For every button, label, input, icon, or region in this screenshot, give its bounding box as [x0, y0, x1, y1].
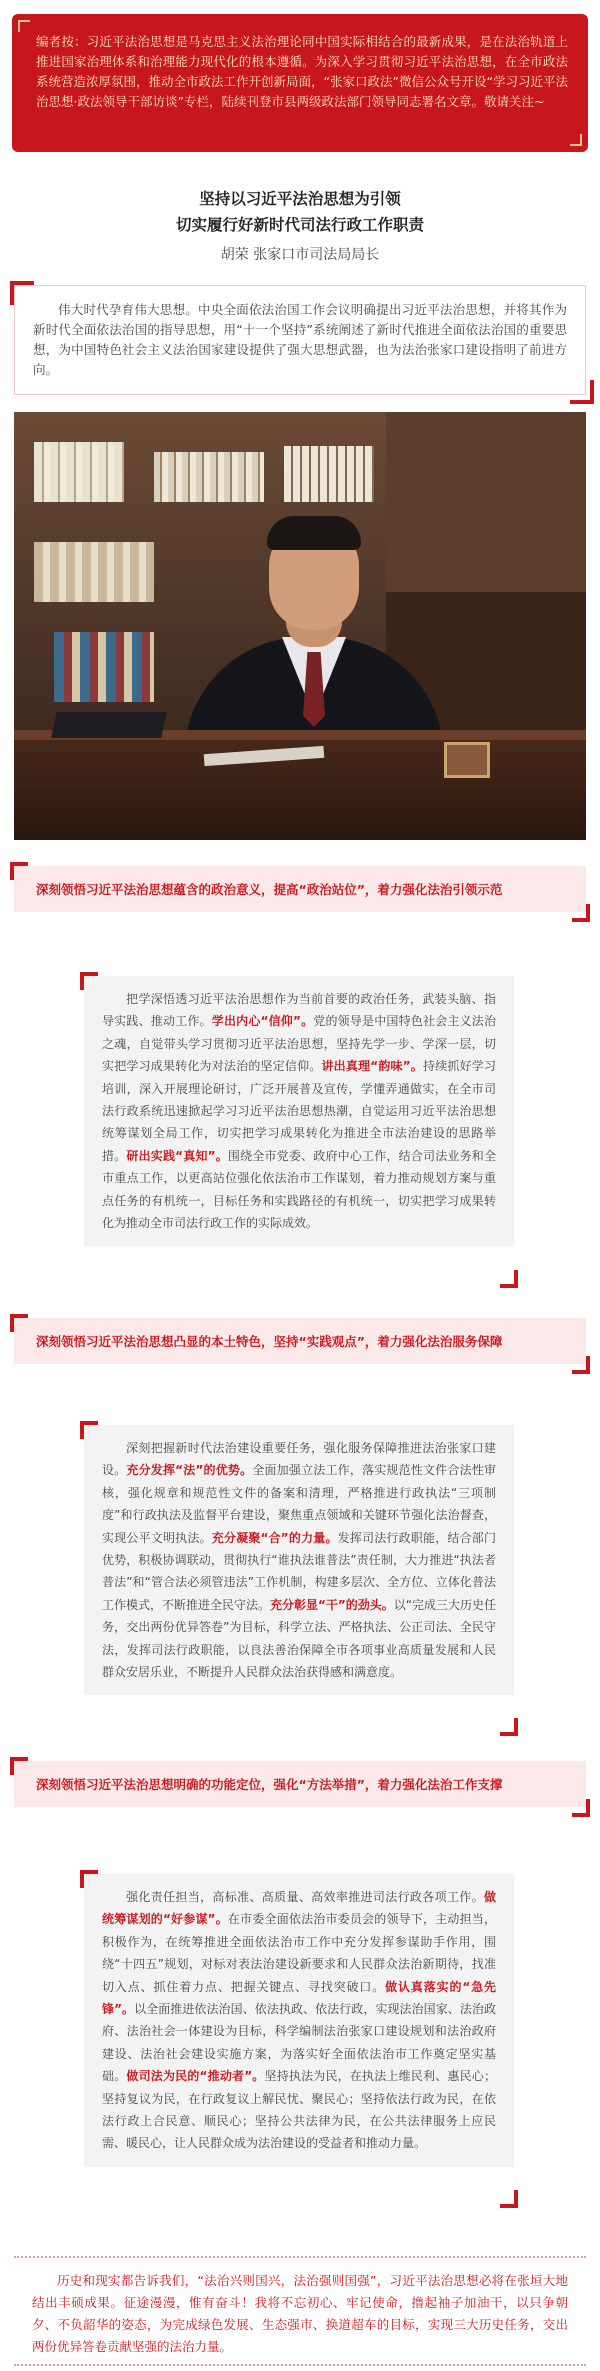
body-text-segment: 发挥司法行政职能，结合部门优势，积极协调联动，贯彻执行“谁执法谁普法”责任制，大力推进“执法者普法”和“管合法必须管违法”工作机制，构建多层次、全方位、立体化普法工作模式，不断推进全民守法。 — [102, 1530, 496, 1612]
body-text-segment: 围绕全市党委、政府中心工作，结合司法业务和全市重点工作，以更高站位强化依法治市工作谋划，着力推动规划方案与重点任务的有机统一，目标任务和实践路径的有机统一，切实把学习成果转化为推动全市司法行政工作的实际成效。 — [102, 1148, 496, 1231]
books-row-4 — [34, 542, 154, 602]
section-2-body — [84, 1425, 514, 1695]
body-text-segment: 深刻把握新时代法治建设重要任务，强化服务保障推进法治张家口建设。 — [102, 1441, 496, 1478]
portrait-photo — [14, 412, 586, 840]
editor-note-banner — [12, 14, 588, 152]
section-2-header — [14, 1318, 586, 1364]
section-3-body-corner-tl — [80, 1870, 98, 1888]
intro-corner-top-left — [10, 281, 34, 305]
section-1-corner-br — [572, 904, 590, 922]
section-2-header-text: 深刻领悟习近平法治思想凸显的本土特色，坚持“实践观点”，着力强化法治服务保障 — [36, 1334, 503, 1349]
highlight-phrase: 做统筹谋划的“好参谋”。 — [102, 1890, 496, 1927]
highlight-phrase: 学出内心“信仰”。 — [211, 1014, 314, 1029]
section-3-header-text: 深刻领悟习近平法治思想明确的功能定位，强化“方法举措”，着力强化法治工作支撑 — [36, 1777, 503, 1792]
section-2-corner-tl — [10, 1314, 28, 1332]
highlight-phrase: 做司法为民的“推动者”。 — [126, 2069, 265, 2084]
section-1-body-corner-tl — [80, 972, 98, 990]
section-1-corner-tl — [10, 862, 28, 880]
section-3-body-corner-br — [500, 2190, 518, 2208]
books-row-3 — [284, 446, 374, 502]
editor-note-text: 编者按：习近平法治思想是马克思主义法治理论同中国实际相结合的最新成果，是在法治轨道上推进国家治理体系和治理能力现代化的根本遵循。为深入学习贯彻习近平法治思想，在全市政法系统营造浓厚氛围，推动全市政法工作开创新局面，“张家口政法”微信公众号开设“学习习近平法治思想·政法领导干部访谈”专栏，陆续刊登市县两级政法部门领导同志署名文章。敬请关注~ — [36, 34, 568, 109]
section-2-body-corner-tl — [80, 1421, 98, 1439]
section-1-header-text: 深刻领悟习近平法治思想蕴含的政治意义，提高“政治站位”，着力强化法治引领示范 — [36, 882, 503, 897]
books-row-5 — [54, 632, 154, 702]
section-3-corner-tl — [10, 1757, 28, 1775]
books-row-2 — [154, 452, 264, 502]
body-text-segment: 持续抓好学习培训，深入开展理论研讨，广泛开展普及宣传，学懂弄通做实，在全市司法行政系统迅速掀起学习习近平法治思想热潮，自觉运用习近平法治思想统筹谋划全局工作，切实把学习成果转化为推进全市法治建设的思路举措。 — [102, 1059, 496, 1163]
body-text-segment: 强化责任担当，高标准、高质量、高效率推进司法行政各项工作。 — [126, 1890, 484, 1904]
body-text-segment: 在市委全面依法治市委员会的领导下，主动担当，积极作为，在统筹推进全面依法治市工作中充分发挥参谋助手作用，围绕“十四五”规划，对标对表法治建设新要求和人民群众法治新期待，找准切入点、抓住着力点、把握关键点、寻找突破口。 — [102, 1912, 496, 1994]
section-1-body-corner-br — [500, 1270, 518, 1288]
section-1-body — [84, 976, 514, 1246]
highlight-phrase: 充分彰显“干”的劲头。 — [270, 1597, 394, 1612]
body-text-segment: 以“完成三大历史任务，交出两份优异答卷”为目标，科学立法、严格执法、公正司法、全民守法，发挥司法行政职能，以良法善治保障全市各项事业高质量发展和人民群众安居乐业，不断提升人民群众法治获得感和满意度。 — [102, 1597, 497, 1680]
body-text-segment: 把学深悟透习近平法治思想作为当前首要的政治任务，武装头脑、指导实践、推动工作。 — [102, 992, 496, 1029]
conclusion-paragraph — [14, 2266, 586, 2358]
section-3-body — [84, 1874, 514, 2167]
conclusion-text: 历史和现实都告诉我们，“法治兴则国兴，法治强则国强”，习近平法治思想必将在张垣大地结出丰硕成果。征途漫漫，惟有奋斗！我将不忘初心、牢记使命，撸起袖子加油干，以只争朝夕、不负韶华的姿态，为完成绿色发展、生态强市、换道超车的目标，实现三大历史任务，交出两份优异答卷贡献坚强的法治力量。 — [32, 2273, 568, 2354]
books-row-1 — [34, 442, 124, 502]
article-title-block — [0, 186, 600, 268]
intro-box — [14, 285, 586, 395]
intro-text: 伟大时代孕育伟大思想。中央全面依法治国工作会议明确提出习近平法治思想，并将其作为新时代全面依法治国的指导思想，用“十一个坚持”系统阐述了新时代推进全面依法治国的重要思想，为中国特色社会主义法治国家建设提供了强大思想武器，也为法治张家口建设指明了前进方向。 — [33, 302, 567, 377]
highlight-phrase: 做认真落实的“急先锋”。 — [102, 1979, 496, 2017]
article-title-line-2: 切实履行好新时代司法行政工作职责 — [175, 215, 424, 234]
highlight-phrase: 研出实践“真知”。 — [126, 1148, 228, 1163]
article-title-line-1: 坚持以习近平法治思想为引领 — [199, 189, 401, 208]
section-1-header — [14, 866, 586, 912]
conclusion-divider-bottom — [14, 2364, 586, 2366]
body-text-segment: 以全面推进依法治国、依法执政、依法行政，实现法治国家、法治政府、法治社会一体建设为目标，科学编制法治张家口建设规划和法治政府建设、法治社会建设实施方案，为落实好全面依法治市工作奠定坚实基础。 — [102, 2002, 496, 2084]
section-3-corner-br — [572, 1799, 590, 1817]
highlight-phrase: 充分凝聚“合”的力量。 — [211, 1530, 338, 1545]
highlight-phrase: 充分发挥“法”的优势。 — [126, 1463, 253, 1478]
picture-frame — [444, 742, 490, 778]
laptop — [51, 712, 167, 738]
section-2-corner-br — [572, 1356, 590, 1374]
conclusion-divider-top — [14, 2256, 586, 2258]
section-3-header — [14, 1761, 586, 1807]
body-text-segment: 坚持执法为民，在执法上维民利、惠民心；坚持复议为民，在行政复议上解民忧、聚民心；坚持依法行政为民，在依法行政上合民意、顺民心；坚持公共法律为民，在公共法律服务上应民需、暖民心，让人民群众成为法治建设的受益者和推动力量。 — [102, 2069, 496, 2151]
intro-corner-bottom-right — [570, 380, 594, 404]
body-text-segment: 全面加强立法工作，落实规范性文件合法性审核，强化规章和规范性文件的备案和清理，严格推进行政执法“三项制度”和行政执法及监督平台建设，聚焦重点领域和关键环节强化法治督查，实现公平文明执法。 — [102, 1463, 496, 1545]
section-2-body-corner-br — [500, 1718, 518, 1736]
body-text-segment: 党的领导是中国特色社会主义法治之魂，自觉带头学习贯彻习近平法治思想，坚持先学一步、学深一层，切实把学习成果转化为对法治的坚定信仰。 — [102, 1014, 496, 1074]
highlight-phrase: 讲出真理“韵味”。 — [321, 1059, 423, 1074]
hair-shape — [267, 516, 361, 550]
article-byline: 胡荣 张家口市司法局局长 — [220, 247, 380, 263]
